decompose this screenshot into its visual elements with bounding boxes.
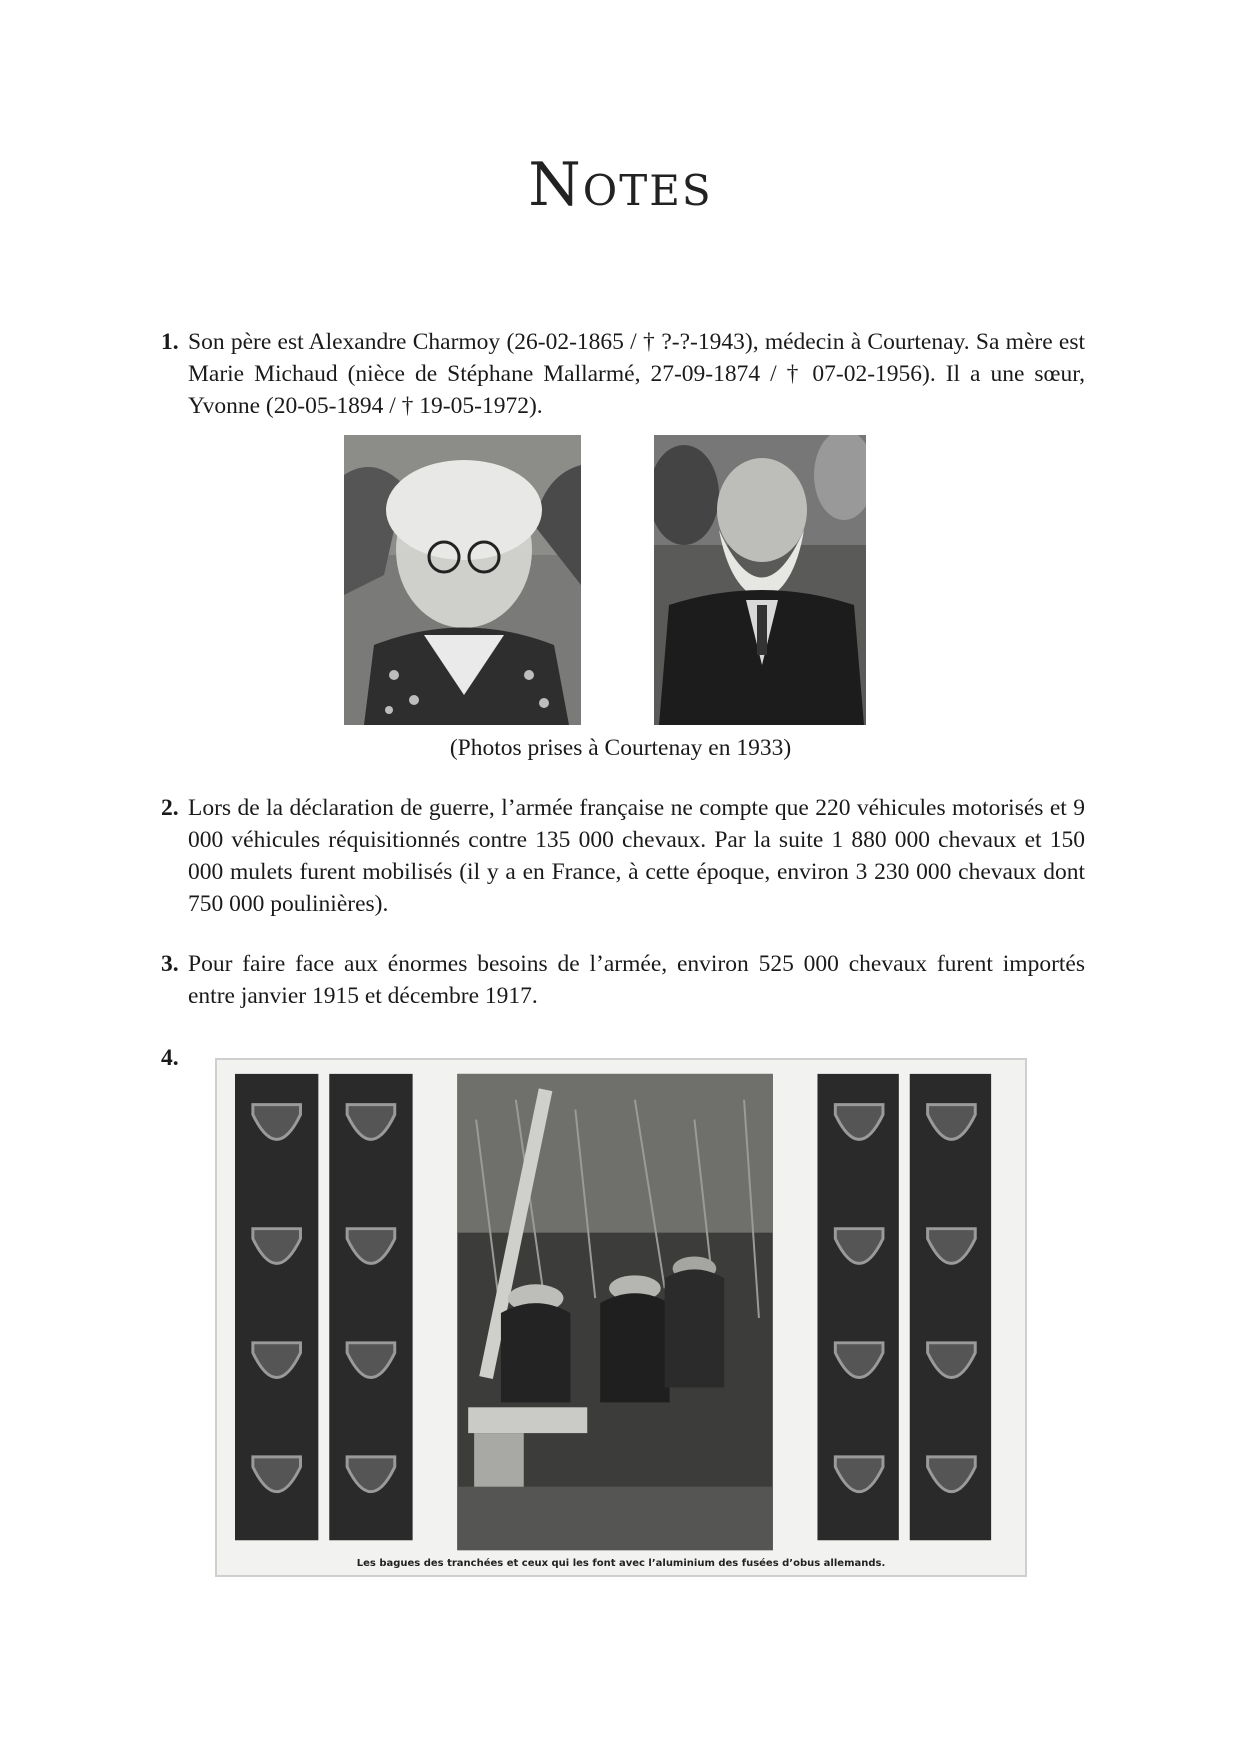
plate-caption: Les bagues des tranchées et ceux qui les font avec l’aluminium des fusées d’obus allemands. [356,1558,886,1569]
note-number: 4. [161,1045,179,1071]
photo-marie-michaud [344,435,581,725]
note-number: 1. [161,329,179,355]
note-number: 3. [161,951,179,977]
note-3 [161,948,1085,1012]
note-text: Pour faire face aux énormes besoins de l’armée, environ 525 000 chevaux furent importés entre janvier 1915 et décembre 1917. [188,951,1085,1009]
photos-caption: (Photos prises à Courtenay en 1933) [449,735,792,761]
note-number: 2. [161,795,179,821]
note-2 [161,792,1085,920]
note-1 [161,326,1085,422]
note-text: Lors de la déclaration de guerre, l’armée française ne compte que 220 véhicules motorisés et 9 000 véhicules réquisitionnés contre 135 000 chevaux. Par la suite 1 880 000 chevaux et 150 000 mulets furent mobilisés (il y a en France, à cette époque, environ 3 230 000 chevaux dont 750 000 poulinières). [188,795,1085,917]
note-text: Son père est Alexandre Charmoy (26-02-1865 / † ?-?-1943), médecin à Courtenay. Sa mère est Marie Michaud (nièce de Stéphane Mallarmé, 27-09-1874 / † 07-02-1956). Il a une sœur, Yvonne (20-05-1894 / † 19-05-1972). [188,329,1085,419]
photo-alexandre-charmoy [654,435,866,725]
page-title: Notes [528,150,713,220]
trench-rings-plate [215,1058,1027,1577]
